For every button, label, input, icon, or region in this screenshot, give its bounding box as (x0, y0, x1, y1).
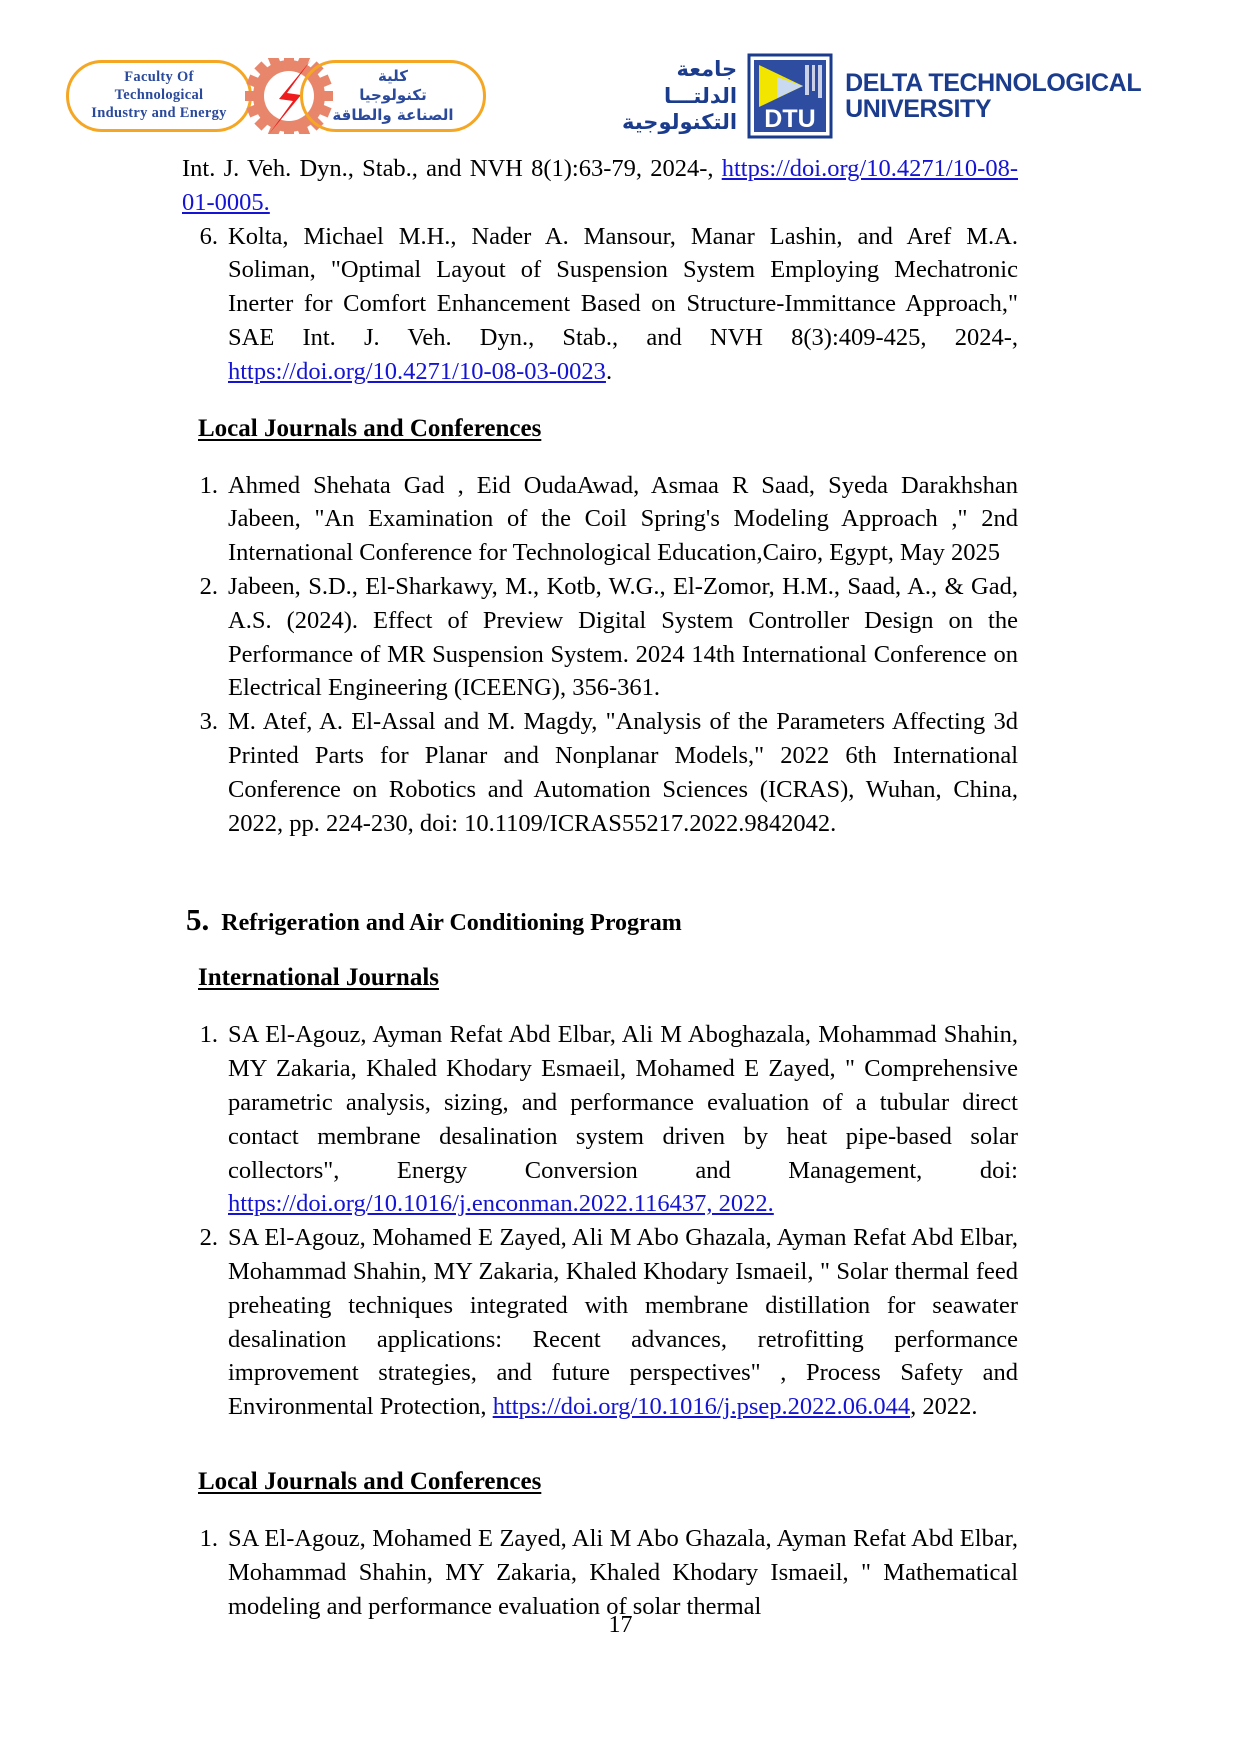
reference-link[interactable]: https://doi.org/10.4271/10-08-03-0023 (228, 357, 606, 385)
list-item (182, 705, 1018, 840)
list-item (182, 1522, 1018, 1623)
faculty-logo-english-text (91, 69, 226, 122)
faculty-ar-line-2: تكنولوجيا (359, 86, 427, 105)
list-item (182, 220, 1018, 389)
list-item-text: SA El-Agouz, Mohamed E Zayed, Ali M Abo Ghazala, Ayman Refat Abd Elbar, Mohammad Shahin, MY Zakaria, Khaled Khodary Ismaeil, " Mathematical modeling and performance evaluation of solar thermal (228, 1524, 1018, 1620)
section-heading-local-1 (198, 415, 1018, 443)
reference-link[interactable]: https://doi.org/10.1016/j.psep.2022.06.044 (492, 1393, 911, 1421)
reference-text: SA El-Agouz, Mohamed E Zayed, Ali M Abo Ghazala, Ayman Refat Abd Elbar, Mohammad Shahin, MY Zakaria, Khaled Khodary Ismaeil, " Solar thermal feed preheating techniques integrated with membrane distillation for seawater desalination applications: Recent advances, retrofitting performance improvement strategies, and future perspectives" , Process Safety and Environmental Protection, (228, 1224, 1018, 1421)
section-heading-local-2 (198, 1468, 1018, 1496)
dtu-mark-text: DTU (764, 105, 816, 133)
program-title: Refrigeration and Air Conditioning Program (221, 910, 682, 937)
list-item (182, 469, 1018, 570)
continued-reference-text: Int. J. Veh. Dyn., Stab., and NVH 8(1):63-79, 2024-, (182, 155, 722, 182)
reference-link[interactable]: https://doi.org/10.1016/j.enconman.2022.116437, 2022. (228, 1190, 774, 1218)
list-item-text: Jabeen, S.D., El-Sharkawy, M., Kotb, W.G., El-Zomor, H.M., Saad, A., & Gad, A.S. (2024). Effect of Preview Digital System Controller Design on the Performance of MR Suspension System. 2024 14th International Conference on Electrical Engineering (ICEENG), 356-361. (228, 572, 1018, 702)
list-item-number: 1. (199, 1021, 218, 1049)
list-item-number: 3. (199, 708, 218, 736)
list-item (182, 1221, 1018, 1424)
list-item-text (228, 1018, 1018, 1221)
university-logo (622, 52, 1142, 140)
faculty-line-1: Faculty Of (124, 69, 194, 86)
university-en-line-1: DELTA TECHNOLOGICAL (845, 68, 1142, 97)
university-en-line-2: UNIVERSITY (845, 95, 992, 123)
faculty-logo (66, 60, 486, 132)
university-ar-line-2: التكنولوجية (622, 110, 738, 135)
list-item-text (228, 1221, 1018, 1424)
continued-reference (182, 152, 1018, 220)
university-arabic-name (622, 56, 737, 137)
list-item-text: Ahmed Shehata Gad , Eid OudaAwad, Asmaa R Saad, Syeda Darakhshan Jabeen, "An Examination of the Coil Spring's Modeling Approach ," 2nd International Conference for Technological Education,Cairo, Egypt, May 2025 (228, 471, 1018, 567)
faculty-logo-arabic-text (332, 67, 453, 126)
list-item-number: 2. (199, 1224, 218, 1252)
page-header (0, 44, 1241, 144)
section-heading-international (198, 964, 1018, 992)
program-number: 5. (186, 902, 210, 938)
list-item (182, 1018, 1018, 1221)
reference-text: Kolta, Michael M.H., Nader A. Mansour, Manar Lashin, and Aref M.A. Soliman, "Optimal Layout of Suspension System Employing Mechatronic Inerter for Comfort Enhancement Based on Structure-Immittance Approach," SAE Int. J. Veh. Dyn., Stab., and NVH 8(3):409-425, 2024-, (228, 222, 1018, 351)
heading-text: International Journals (198, 964, 440, 992)
program-heading (186, 902, 1018, 938)
document-body (182, 152, 1018, 1623)
continued-reference-link[interactable]: https://doi.org/10.4271/10-08-01-0005. (182, 155, 1018, 216)
reference-text: SA El-Agouz, Ayman Refat Abd Elbar, Ali M Aboghazala, Mohammad Shahin, MY Zakaria, Khaled Khodary Esmaeil, Mohamed E Zayed, " Comprehensive parametric analysis, sizing, and performance evaluation of a tubular direct contact membrane desalination system driven by heat pipe-based solar collectors", Energy Conversion and Management, doi: (228, 1021, 1018, 1184)
faculty-ar-line-1: كلية (377, 66, 409, 85)
list-item-text: M. Atef, A. El-Assal and M. Magdy, "Analysis of the Parameters Affecting 3d Printed Parts for Planar and Nonplanar Models," 2022 6th International Conference on Robotics and Automation Sciences (ICRAS), Wuhan, China, 2022, pp. 224-230, doi: 10.1109/ICRAS55217.2022.9842042. (228, 708, 1018, 837)
faculty-ar-line-3: الصناعة والطاقة (332, 105, 454, 124)
heading-text: Local Journals and Conferences (198, 414, 542, 442)
heading-text: Local Journals and Conferences (198, 1467, 542, 1495)
university-english-name (845, 70, 1141, 123)
list-item-number: 1. (199, 471, 218, 499)
reference-text-after: , 2022. (910, 1393, 978, 1421)
list-item (182, 570, 1018, 705)
list-item-number: 6. (199, 222, 218, 250)
faculty-line-3: Industry and Energy (91, 104, 227, 121)
page-number: 17 (608, 1612, 633, 1638)
list-item-number: 2. (199, 572, 218, 600)
faculty-logo-arabic-pill (300, 60, 486, 132)
list-item-number: 1. (199, 1524, 218, 1552)
university-ar-line-1: جامعة الدلتـــا (664, 56, 738, 108)
reference-text-after: . (605, 357, 613, 385)
faculty-line-2: Technological (114, 87, 204, 104)
list-item-text (228, 220, 1018, 389)
dtu-emblem-icon (747, 53, 833, 139)
